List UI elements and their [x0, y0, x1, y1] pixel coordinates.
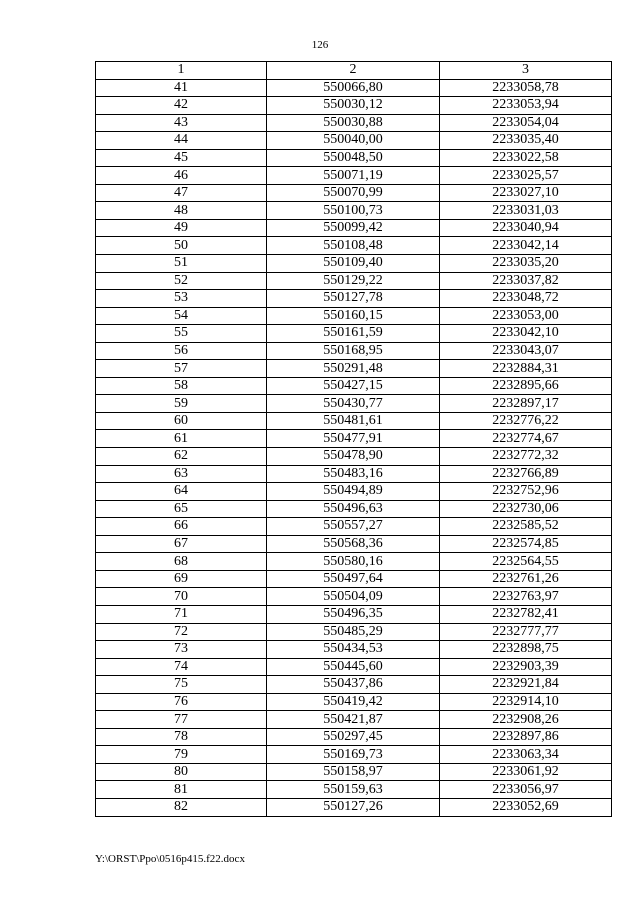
table-row [96, 307, 612, 325]
point-number-cell: 72 [96, 623, 267, 641]
table-row [96, 360, 612, 378]
x-coordinate-cell: 550504,09 [267, 588, 440, 606]
y-coordinate-cell: 2232774,67 [440, 430, 612, 448]
y-coordinate-cell: 2233056,97 [440, 781, 612, 799]
table-row [96, 255, 612, 273]
point-number-cell: 59 [96, 395, 267, 413]
x-coordinate-cell: 550127,26 [267, 798, 440, 816]
y-coordinate-cell: 2233035,20 [440, 255, 612, 273]
y-coordinate-cell: 2232903,39 [440, 658, 612, 676]
x-coordinate-cell: 550297,45 [267, 728, 440, 746]
point-number-cell: 78 [96, 728, 267, 746]
table-row [96, 272, 612, 290]
x-coordinate-cell: 550129,22 [267, 272, 440, 290]
y-coordinate-cell: 2233035,40 [440, 132, 612, 150]
point-number-cell: 64 [96, 483, 267, 501]
x-coordinate-cell: 550159,63 [267, 781, 440, 799]
y-coordinate-cell: 2232884,31 [440, 360, 612, 378]
point-number-cell: 47 [96, 184, 267, 202]
x-coordinate-cell: 550030,88 [267, 114, 440, 132]
y-coordinate-cell: 2232730,06 [440, 500, 612, 518]
table-row [96, 184, 612, 202]
x-coordinate-cell: 550071,19 [267, 167, 440, 185]
y-coordinate-cell: 2232763,97 [440, 588, 612, 606]
table-row [96, 237, 612, 255]
x-coordinate-cell: 550427,15 [267, 377, 440, 395]
x-coordinate-cell: 550168,95 [267, 342, 440, 360]
table-row [96, 623, 612, 641]
x-coordinate-cell: 550483,16 [267, 465, 440, 483]
table-row [96, 483, 612, 501]
point-number-cell: 70 [96, 588, 267, 606]
point-number-cell: 60 [96, 412, 267, 430]
point-number-cell: 50 [96, 237, 267, 255]
table-row [96, 412, 612, 430]
y-coordinate-cell: 2232782,41 [440, 605, 612, 623]
table-row [96, 798, 612, 816]
x-coordinate-cell: 550127,78 [267, 290, 440, 308]
y-coordinate-cell: 2233052,69 [440, 798, 612, 816]
point-number-cell: 57 [96, 360, 267, 378]
x-coordinate-cell: 550161,59 [267, 325, 440, 343]
x-coordinate-cell: 550497,64 [267, 570, 440, 588]
point-number-cell: 56 [96, 342, 267, 360]
point-number-cell: 42 [96, 97, 267, 115]
table-row [96, 149, 612, 167]
table-row [96, 219, 612, 237]
point-number-cell: 62 [96, 448, 267, 466]
x-coordinate-cell: 550419,42 [267, 693, 440, 711]
table-row [96, 676, 612, 694]
point-number-cell: 79 [96, 746, 267, 764]
x-coordinate-cell: 550477,91 [267, 430, 440, 448]
x-coordinate-cell: 550030,12 [267, 97, 440, 115]
point-number-cell: 76 [96, 693, 267, 711]
x-coordinate-cell: 550109,40 [267, 255, 440, 273]
y-coordinate-cell: 2233037,82 [440, 272, 612, 290]
point-number-cell: 82 [96, 798, 267, 816]
point-number-cell: 46 [96, 167, 267, 185]
table-row [96, 781, 612, 799]
point-number-cell: 53 [96, 290, 267, 308]
x-coordinate-cell: 550048,50 [267, 149, 440, 167]
y-coordinate-cell: 2232921,84 [440, 676, 612, 694]
table-row [96, 325, 612, 343]
header-cell-col-1: 1 [96, 62, 267, 80]
header-cell-col-2: 2 [267, 62, 440, 80]
y-coordinate-cell: 2233025,57 [440, 167, 612, 185]
x-coordinate-cell: 550481,61 [267, 412, 440, 430]
y-coordinate-cell: 2232564,55 [440, 553, 612, 571]
table-row [96, 342, 612, 360]
x-coordinate-cell: 550158,97 [267, 763, 440, 781]
x-coordinate-cell: 550430,77 [267, 395, 440, 413]
point-number-cell: 61 [96, 430, 267, 448]
y-coordinate-cell: 2232914,10 [440, 693, 612, 711]
x-coordinate-cell: 550478,90 [267, 448, 440, 466]
point-number-cell: 68 [96, 553, 267, 571]
table-row [96, 430, 612, 448]
table-row [96, 693, 612, 711]
table-header-row [96, 62, 612, 80]
point-number-cell: 71 [96, 605, 267, 623]
table-row [96, 97, 612, 115]
y-coordinate-cell: 2232898,75 [440, 641, 612, 659]
x-coordinate-cell: 550557,27 [267, 518, 440, 536]
x-coordinate-cell: 550496,35 [267, 605, 440, 623]
point-number-cell: 66 [96, 518, 267, 536]
y-coordinate-cell: 2233042,14 [440, 237, 612, 255]
table-row [96, 763, 612, 781]
file-path-footer: Y:\ORST\Ppo\0516p415.f22.docx [95, 853, 245, 865]
page-number: 126 [311, 39, 329, 51]
table-row [96, 202, 612, 220]
table-row [96, 605, 612, 623]
y-coordinate-cell: 2232908,26 [440, 711, 612, 729]
y-coordinate-cell: 2233054,04 [440, 114, 612, 132]
x-coordinate-cell: 550160,15 [267, 307, 440, 325]
table-row [96, 570, 612, 588]
point-number-cell: 49 [96, 219, 267, 237]
y-coordinate-cell: 2232776,22 [440, 412, 612, 430]
point-number-cell: 51 [96, 255, 267, 273]
y-coordinate-cell: 2233027,10 [440, 184, 612, 202]
table-row [96, 114, 612, 132]
table-row [96, 167, 612, 185]
point-number-cell: 77 [96, 711, 267, 729]
table-body [96, 62, 612, 817]
y-coordinate-cell: 2232895,66 [440, 377, 612, 395]
point-number-cell: 80 [96, 763, 267, 781]
y-coordinate-cell: 2233058,78 [440, 79, 612, 97]
point-number-cell: 45 [96, 149, 267, 167]
y-coordinate-cell: 2232897,86 [440, 728, 612, 746]
point-number-cell: 55 [96, 325, 267, 343]
x-coordinate-cell: 550169,73 [267, 746, 440, 764]
coordinates-table [95, 61, 612, 817]
y-coordinate-cell: 2233053,00 [440, 307, 612, 325]
table-row [96, 588, 612, 606]
table-row [96, 553, 612, 571]
x-coordinate-cell: 550494,89 [267, 483, 440, 501]
x-coordinate-cell: 550437,86 [267, 676, 440, 694]
y-coordinate-cell: 2232897,17 [440, 395, 612, 413]
y-coordinate-cell: 2232585,52 [440, 518, 612, 536]
point-number-cell: 67 [96, 535, 267, 553]
table-row [96, 395, 612, 413]
x-coordinate-cell: 550485,29 [267, 623, 440, 641]
x-coordinate-cell: 550445,60 [267, 658, 440, 676]
table-row [96, 500, 612, 518]
point-number-cell: 81 [96, 781, 267, 799]
table-row [96, 518, 612, 536]
y-coordinate-cell: 2232777,77 [440, 623, 612, 641]
y-coordinate-cell: 2233063,34 [440, 746, 612, 764]
y-coordinate-cell: 2233040,94 [440, 219, 612, 237]
y-coordinate-cell: 2233043,07 [440, 342, 612, 360]
x-coordinate-cell: 550070,99 [267, 184, 440, 202]
table-row [96, 377, 612, 395]
point-number-cell: 65 [96, 500, 267, 518]
point-number-cell: 52 [96, 272, 267, 290]
point-number-cell: 43 [96, 114, 267, 132]
x-coordinate-cell: 550568,36 [267, 535, 440, 553]
y-coordinate-cell: 2232574,85 [440, 535, 612, 553]
x-coordinate-cell: 550100,73 [267, 202, 440, 220]
table-row [96, 290, 612, 308]
x-coordinate-cell: 550580,16 [267, 553, 440, 571]
y-coordinate-cell: 2233061,92 [440, 763, 612, 781]
x-coordinate-cell: 550496,63 [267, 500, 440, 518]
x-coordinate-cell: 550421,87 [267, 711, 440, 729]
table-row [96, 641, 612, 659]
table-row [96, 658, 612, 676]
table-row [96, 746, 612, 764]
y-coordinate-cell: 2233053,94 [440, 97, 612, 115]
point-number-cell: 73 [96, 641, 267, 659]
point-number-cell: 54 [96, 307, 267, 325]
point-number-cell: 44 [96, 132, 267, 150]
y-coordinate-cell: 2233042,10 [440, 325, 612, 343]
point-number-cell: 74 [96, 658, 267, 676]
point-number-cell: 58 [96, 377, 267, 395]
table-row [96, 132, 612, 150]
table-row [96, 535, 612, 553]
table-row [96, 79, 612, 97]
y-coordinate-cell: 2233022,58 [440, 149, 612, 167]
x-coordinate-cell: 550108,48 [267, 237, 440, 255]
table-row [96, 448, 612, 466]
x-coordinate-cell: 550291,48 [267, 360, 440, 378]
table-row [96, 465, 612, 483]
point-number-cell: 41 [96, 79, 267, 97]
x-coordinate-cell: 550040,00 [267, 132, 440, 150]
table-row [96, 711, 612, 729]
y-coordinate-cell: 2232752,96 [440, 483, 612, 501]
table-row [96, 728, 612, 746]
header-cell-col-3: 3 [440, 62, 612, 80]
point-number-cell: 48 [96, 202, 267, 220]
y-coordinate-cell: 2233031,03 [440, 202, 612, 220]
y-coordinate-cell: 2232772,32 [440, 448, 612, 466]
x-coordinate-cell: 550066,80 [267, 79, 440, 97]
y-coordinate-cell: 2232761,26 [440, 570, 612, 588]
y-coordinate-cell: 2233048,72 [440, 290, 612, 308]
x-coordinate-cell: 550434,53 [267, 641, 440, 659]
point-number-cell: 69 [96, 570, 267, 588]
point-number-cell: 63 [96, 465, 267, 483]
y-coordinate-cell: 2232766,89 [440, 465, 612, 483]
x-coordinate-cell: 550099,42 [267, 219, 440, 237]
point-number-cell: 75 [96, 676, 267, 694]
